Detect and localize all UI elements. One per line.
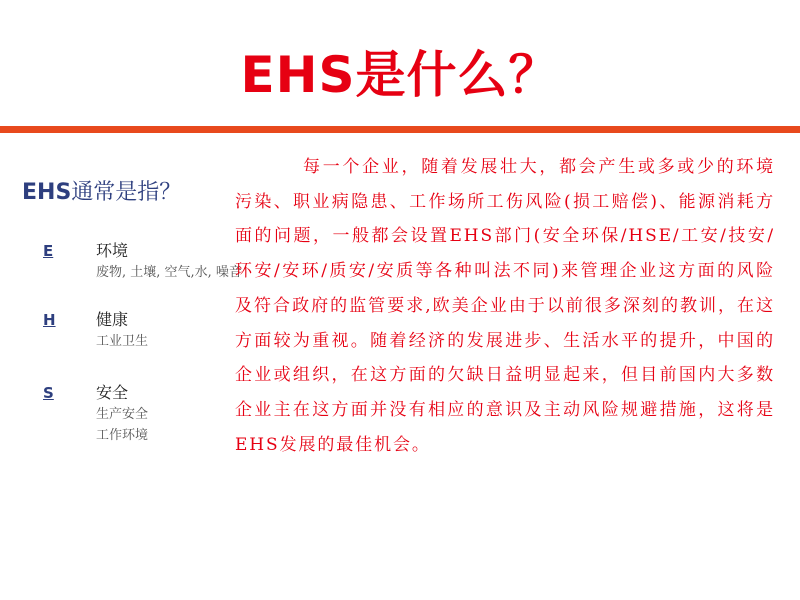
ehs-background-paragraph: 每一个企业，随着发展壮大，都会产生或多或少的环境污染、职业病隐患、工作场所工伤风险(损工赔偿)、能源消耗方面的问题，一般都会设置EHS部门(安全环保/HSE/工安/技安/环安/安环/质安/安质等各种叫法不同)来管理企业这方面的风险及符合政府的监管要求,欧美企业由于以前很多深刻的教训，在这方面较为重视。随着经济的发展进步、生活水平的提升，中国的企业或组织，在这方面的欠缺日益明显起来，但目前国内大多数企业主在这方面并没有相应的意识及主动风险规避措施，这将是EHS发展的最佳机会。 — [235, 157, 775, 455]
item-name: 健康 — [96, 310, 129, 329]
ehs-item-environment — [22, 240, 242, 283]
ehs-definition-heading — [22, 176, 242, 210]
item-name: 环境 — [96, 241, 129, 260]
item-desc-line: 工作环境 — [96, 428, 149, 443]
item-letter-s: S — [43, 384, 54, 402]
item-body — [96, 382, 246, 446]
item-desc: 工业卫生 — [96, 334, 149, 349]
item-name: 安全 — [96, 383, 129, 402]
item-desc: 废物, 土壤, 空气,水, 噪音 — [96, 265, 242, 280]
item-body — [96, 309, 246, 352]
heading-question: 通常是指？ — [71, 180, 182, 205]
heading-acronym: EHS — [22, 180, 72, 205]
item-letter-e: E — [43, 242, 54, 260]
ehs-definition-panel — [22, 176, 242, 446]
title-divider — [0, 126, 800, 133]
ehs-item-health — [22, 309, 242, 352]
item-body — [96, 240, 246, 283]
item-desc-line: 生产安全 — [96, 407, 149, 422]
item-letter-h: H — [43, 311, 56, 329]
ehs-item-safety — [22, 382, 242, 446]
slide-title: EHS是什么？ — [240, 46, 560, 104]
